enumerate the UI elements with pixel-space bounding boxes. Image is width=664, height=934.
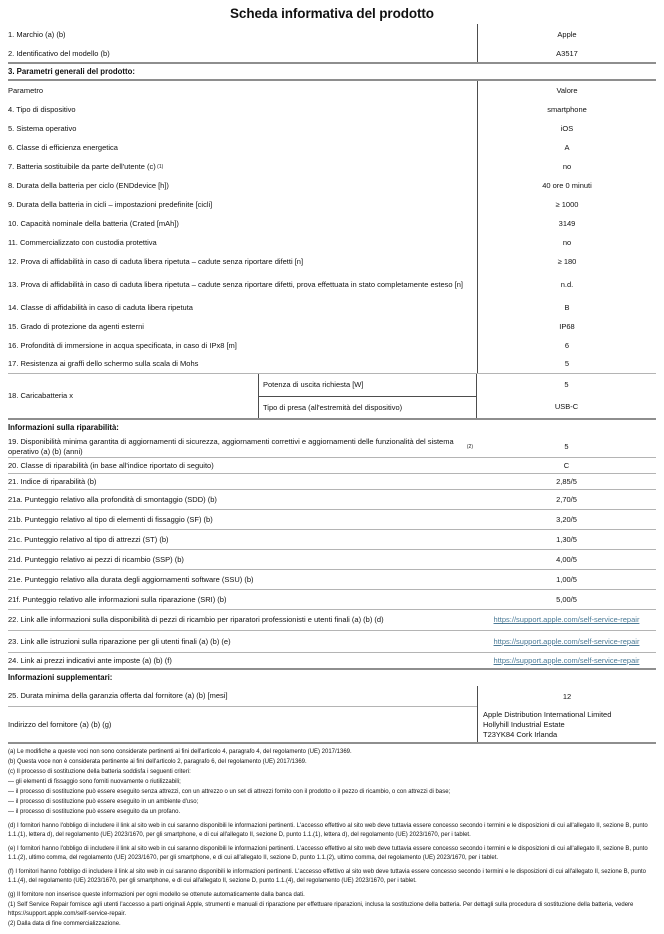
row-label xyxy=(8,24,477,45)
table-row xyxy=(8,707,656,744)
footnote: (c) Il processo di sostituzione della batteria soddisfa i seguenti criteri: xyxy=(8,769,191,775)
row-label xyxy=(8,610,477,630)
footnote: (a) Le modifiche a queste voci non sono considerate pertinenti ai fini dell'articolo 4, paragrafo 4, del regolamento (UE) 2017/1369. xyxy=(8,749,352,755)
table-row xyxy=(8,214,656,233)
row-label xyxy=(8,252,477,271)
footnote: — il processo di sostituzione può essere eseguito in un ambiente d'uso; xyxy=(8,799,199,805)
charger-subtable xyxy=(258,374,477,418)
footnotes xyxy=(8,744,656,929)
row-value: A3517 xyxy=(477,45,656,62)
row-label-text: 21c. Punteggio relativo al tipo di attrezzi (ST) (b) xyxy=(8,534,169,544)
row-value: 5,00/5 xyxy=(556,594,577,604)
row-value: 5 xyxy=(564,441,569,451)
table-row xyxy=(8,570,656,590)
section-label: 3. Parametri generali del prodotto: xyxy=(8,66,135,76)
supplier-address xyxy=(477,707,656,742)
row-label: 7. Batteria sostituibile da parte dell'utente (c) (1) xyxy=(8,161,164,171)
row-label xyxy=(8,458,477,473)
row-label-text: 21e. Punteggio relativo alla durata degli aggiornamenti software (SSU) (b) xyxy=(8,574,254,584)
row-label-text: Indirizzo del fornitore (a) (b) (g) xyxy=(8,719,112,729)
row-value: ≥ 180 xyxy=(477,252,656,271)
row-label-text: 6. Classe di efficienza energetica xyxy=(8,142,118,152)
table-row xyxy=(8,610,656,631)
footnote: (b) Questa voce non è considerata pertinente ai fini dell'articolo 2, paragrafo 6, del regolamento (UE) 2017/1369. xyxy=(8,759,307,765)
row-label-text: 13. Prova di affidabilità in caso di caduta libera ripetuta – cadute senza riportare difetti, prova effettuata in stato completamente esteso [n] xyxy=(8,279,463,289)
row-label xyxy=(8,550,477,569)
table-row xyxy=(8,252,656,271)
charger-sub-value: USB-C xyxy=(554,402,579,412)
charger-sub-label: Potenza di uscita richiesta [W] xyxy=(259,374,476,397)
row-value: no xyxy=(477,157,656,176)
footnote: — il processo di sostituzione può essere eseguito senza attrezzi, con un attrezzo o un set di attrezzi fornito con il prodotto o il pezzo di ricambio, o con attrezzi di base; xyxy=(8,789,451,795)
row-label xyxy=(8,510,477,529)
table-row xyxy=(8,490,656,510)
row-label xyxy=(8,490,477,509)
row-value: 6 xyxy=(477,336,656,355)
table-row xyxy=(8,138,656,157)
address-line: T23YK84 Cork Irlanda xyxy=(483,729,558,739)
footnote: — il processo di sostituzione può essere eseguito da un profano. xyxy=(8,809,181,815)
row-value: 12 xyxy=(477,686,656,707)
table-row xyxy=(8,631,656,653)
row-label xyxy=(8,653,477,668)
row-value: iOS xyxy=(477,119,656,138)
table-row xyxy=(8,530,656,550)
row-label-text: 21a. Punteggio relativo alla profondità di smontaggio (SDD) (b) xyxy=(8,494,217,504)
table-row xyxy=(8,24,656,45)
row-value: 1,00/5 xyxy=(556,574,577,584)
row-label xyxy=(8,686,477,707)
row-label-text: 10. Capacità nominale della batteria (Crated [mAh]) xyxy=(8,218,179,228)
row-label-text: 7. Batteria sostituibile da parte dell'utente (c) xyxy=(8,161,156,171)
row-value: IP68 xyxy=(477,317,656,336)
row-label xyxy=(8,214,477,233)
table-row xyxy=(8,317,656,336)
footnote: (2) Dalla data di fine commercializzazione. xyxy=(8,921,121,927)
charger-sub-label: Tipo di presa (all'estremità del dispositivo) xyxy=(263,402,403,412)
section-header xyxy=(8,420,656,436)
value-link[interactable]: https://support.apple.com/self-service-repair xyxy=(493,655,640,665)
row-value: 40 ore 0 minuti xyxy=(477,176,656,195)
row-value: B xyxy=(477,298,656,317)
table-row xyxy=(8,355,656,374)
charger-sub-value: 5 xyxy=(564,380,569,390)
address-line: Apple Distribution International Limited xyxy=(483,709,612,719)
table-row xyxy=(8,590,656,610)
table-row xyxy=(8,233,656,252)
row-label-text: 15. Grado di protezione da agenti esterni xyxy=(8,321,144,331)
table-row xyxy=(8,45,656,64)
row-label xyxy=(8,45,477,62)
row-value: Apple xyxy=(477,24,656,45)
row-label-text: 24. Link ai prezzi indicativi ante imposte (a) (b) (f) xyxy=(8,655,172,665)
table-row xyxy=(8,458,656,474)
row-label xyxy=(8,176,477,195)
section-header xyxy=(8,670,656,686)
row-label-text: 12. Prova di affidabilità in caso di caduta libera ripetuta – cadute senza riportare difetti [n] xyxy=(8,256,304,266)
row-label xyxy=(8,119,477,138)
table-row xyxy=(8,336,656,355)
table-row xyxy=(8,81,656,100)
row-value-link-cell xyxy=(477,631,656,652)
row-value: 3,20/5 xyxy=(556,514,577,524)
row-label-text: 4. Tipo di dispositivo xyxy=(8,104,76,114)
table-row xyxy=(8,298,656,317)
row-label-text: 21d. Punteggio relativo ai pezzi di ricambio (SSP) (b) xyxy=(8,554,184,564)
row-label xyxy=(8,195,477,214)
section-label: Informazioni sulla riparabilità: xyxy=(8,423,119,433)
footnote: (f) I fornitori hanno l'obbligo di includere il link al sito web in cui saranno disponibili le informazioni pertinenti. L'accesso effettivo al sito web deve tuttavia essere concesso secondo i termini e le disposizioni di cui all'allegato II, sezione B, punto 1.1.(4), del regolamento (UE) 2023/1670, per gli smartphone, e di cui all'allegato II, sezione D, punto 1.1.(4), del regolamento (UE) 2023/1670, per i tablet. xyxy=(8,869,647,884)
row-label xyxy=(8,474,477,489)
row-label-text: 2. Identificativo del modello (b) xyxy=(8,48,110,58)
product-table xyxy=(8,24,656,744)
footnote: (e) I fornitori hanno l'obbligo di includere il link al sito web in cui saranno disponibili le informazioni pertinenti. L'accesso effettivo al sito web deve tuttavia essere concesso secondo i termini e le disposizioni di cui all'allegato II, sezione B, punto 1.1.(2), ultimo comma, del regolamento (UE) 2023/1670, per gli smartphone, e di cui all'allegato II, sezione D, punto 1.1.(2), ultimo comma, del regolamento (UE) 2023/1670, per i tablet. xyxy=(8,846,648,861)
row-label xyxy=(8,81,477,100)
row-value: no xyxy=(477,233,656,252)
address-line: Hollyhill Industrial Estate xyxy=(483,719,565,729)
row-value: smartphone xyxy=(477,100,656,119)
row-label-text: 8. Durata della batteria per ciclo (ENDdevice [h]) xyxy=(8,180,169,190)
row-label-text: Parametro xyxy=(8,85,44,95)
row-label-text: 1. Marchio (a) (b) xyxy=(8,29,66,39)
row-label xyxy=(8,233,477,252)
row-label xyxy=(8,570,477,589)
row-value: 1,30/5 xyxy=(556,534,577,544)
footnote: — gli elementi di fissaggio sono forniti nuovamente o riutilizzabili; xyxy=(8,779,181,785)
row-label-text: 5. Sistema operativo xyxy=(8,123,77,133)
row-label xyxy=(8,707,477,742)
row-label: 18. Caricabatteria x xyxy=(8,391,74,401)
row-label xyxy=(8,271,477,298)
row-value: Valore xyxy=(477,81,656,100)
row-value: 5 xyxy=(477,355,656,373)
row-value: n.d. xyxy=(477,271,656,298)
row-value-link-cell xyxy=(477,610,656,630)
row-label xyxy=(8,336,477,355)
footnote: (d) I fornitori hanno l'obbligo di includere il link al sito web in cui saranno disponibili le informazioni pertinenti. L'accesso effettivo al sito web deve tuttavia essere concesso secondo i termini e le disposizioni di cui all'allegato II, sezione B, punto 1.1.(1), lettera d), del regolamento (UE) 2023/1670, per gli smartphone, e di cui all'allegato II, sezione D, punto 1.1.(1), lettera d), del regolamento (UE) 2023/1670, per i tablet. xyxy=(8,823,648,838)
row-label-text: 23. Link alle istruzioni sulla riparazione per gli utenti finali (a) (b) (e) xyxy=(8,636,231,646)
row-label-text: 21. Indice di riparabilità (b) xyxy=(8,476,97,486)
row-value-link-cell xyxy=(477,653,656,668)
row-value: 4,00/5 xyxy=(556,554,577,564)
row-label-text: 9. Durata della batteria in cicli – impostazioni predefinite [cicli] xyxy=(8,199,213,209)
value-link[interactable]: https://support.apple.com/self-service-repair xyxy=(493,615,640,625)
table-row xyxy=(8,653,656,670)
row-label xyxy=(8,100,477,119)
row-value: A xyxy=(477,138,656,157)
row-value: 2,85/5 xyxy=(556,476,577,486)
row-label xyxy=(8,590,477,609)
row-label-text: 16. Profondità di immersione in acqua specificata, in caso di IPx8 [m] xyxy=(8,340,237,350)
row-label-text: 17. Resistenza ai graffi dello schermo sulla scala di Mohs xyxy=(8,359,199,369)
row-label-text: 20. Classe di riparabilità (in base all'indice riportato di seguito) xyxy=(8,460,214,470)
page-title: Scheda informativa del prodotto xyxy=(230,6,434,21)
table-row xyxy=(8,686,656,707)
row-label xyxy=(8,317,477,336)
section-header xyxy=(8,64,656,81)
row-label-text: 19. Disponibilità minima garantita di aggiornamenti di sicurezza, aggiornamenti correttivi e aggiornamenti delle funzionalità del sistema operativo (a) (b) (anni) xyxy=(8,437,454,456)
table-row xyxy=(8,474,656,490)
row-label xyxy=(8,138,477,157)
row-label xyxy=(8,355,477,373)
footnote: (1) Self Service Repair fornisce agli utenti l'accesso a parti originali Apple, strumenti e manuali di riparazione per effettuare riparazioni, inclusa la sostituzione della batteria. Per dettagli sulla procedura di sostituzione della batteria, vedere https://support.apple.com/self-service-repair. xyxy=(8,902,634,917)
row-label: 19. Disponibilità minima garantita di aggiornamenti di sicurezza, aggiornamenti correttivi e aggiornamenti delle funzionalità del sistema operativo (a) (b) (anni) (2) xyxy=(8,437,473,456)
table-row xyxy=(8,271,656,298)
row-label-text: 21f. Punteggio relativo alle informazioni sulla riparazione (SRI) (b) xyxy=(8,594,227,604)
table-row xyxy=(8,510,656,530)
footnote: (g) Il fornitore non inserisce queste informazioni per ogni modello se ottenute automaticamente dalla banca dati. xyxy=(8,892,305,898)
table-row xyxy=(8,176,656,195)
row-label-text: 14. Classe di affidabilità in caso di caduta libera ripetuta xyxy=(8,302,193,312)
table-row xyxy=(8,550,656,570)
row-label xyxy=(8,530,477,549)
table-row xyxy=(8,119,656,138)
row-label-text: 25. Durata minima della garanzia offerta dal fornitore (a) (b) [mesi] xyxy=(8,691,228,701)
row-value: 3149 xyxy=(477,214,656,233)
row-label-text: 21b. Punteggio relativo al tipo di elementi di fissaggio (SF) (b) xyxy=(8,514,213,524)
table-row xyxy=(8,436,656,458)
table-row xyxy=(8,195,656,214)
row-label-text: 22. Link alle informazioni sulla disponibilità di pezzi di ricambio per riparatori professionisti e utenti finali (a) (b) (d) xyxy=(8,615,384,625)
row-label xyxy=(8,631,477,652)
row-value: C xyxy=(563,460,570,470)
table-row xyxy=(8,100,656,119)
charger-row xyxy=(8,374,656,420)
row-label-text: 11. Commercializzato con custodia protettiva xyxy=(8,237,157,247)
section-label: Informazioni supplementari: xyxy=(8,673,113,683)
value-link[interactable]: https://support.apple.com/self-service-repair xyxy=(493,636,640,646)
row-label xyxy=(8,298,477,317)
row-value: 2,70/5 xyxy=(556,494,577,504)
charger-values xyxy=(477,374,656,418)
row-value: ≥ 1000 xyxy=(477,195,656,214)
table-row xyxy=(8,157,656,176)
